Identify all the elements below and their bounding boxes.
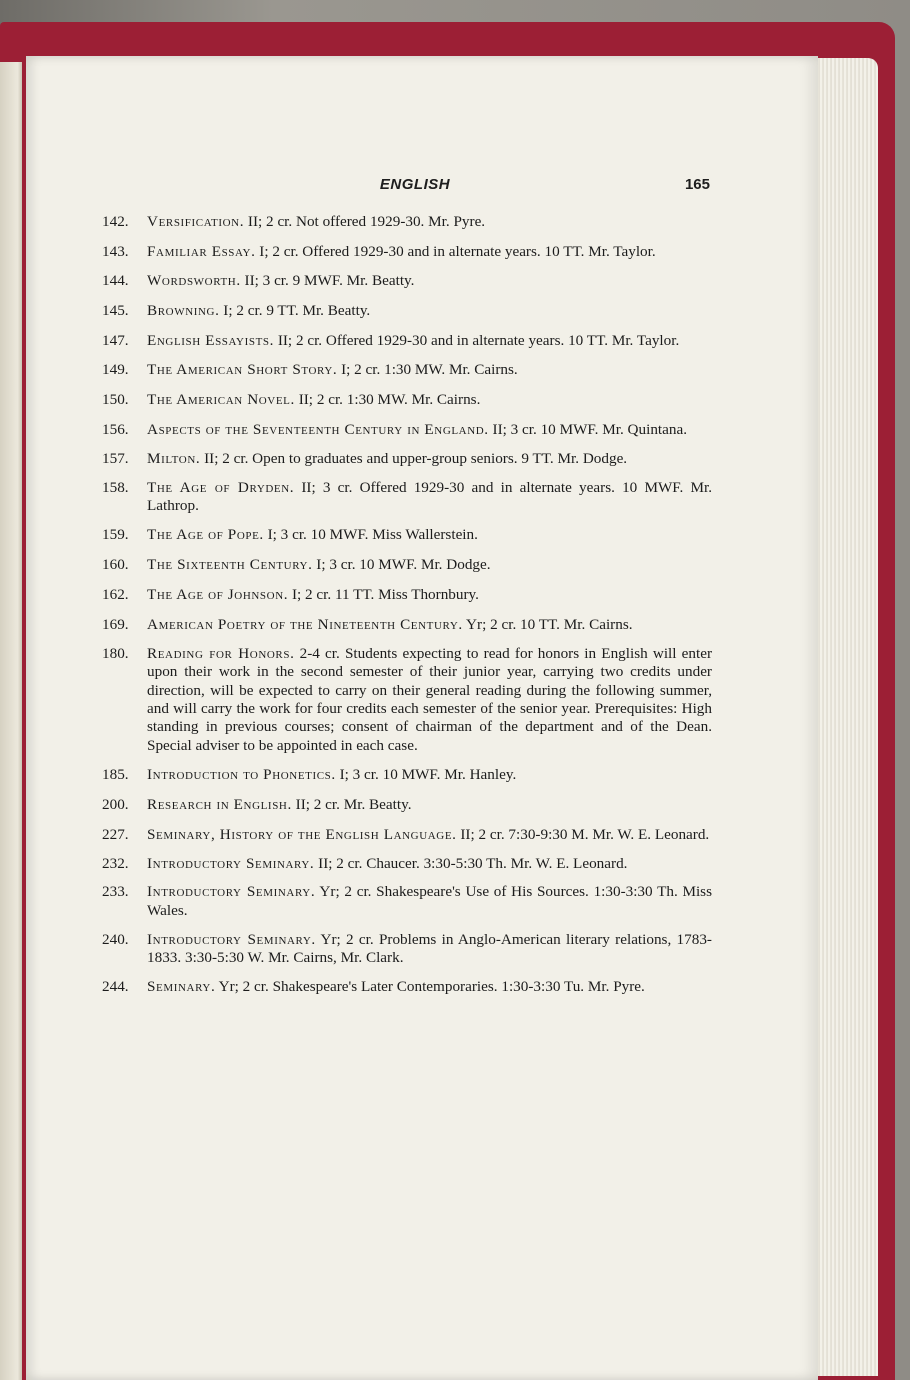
course-number: 200.	[102, 795, 129, 813]
course-details: II; 2 cr. 7:30-9:30 M. Mr. W. E. Leonard.	[460, 825, 710, 843]
course-entry	[102, 796, 712, 814]
course-name: Familiar Essay.	[147, 242, 256, 260]
course-details: II; 2 cr. Not offered 1929-30. Mr. Pyre.	[247, 213, 486, 230]
course-number: 159.	[102, 526, 129, 544]
course-details: II; 3 cr. Offered 1929-30 and in alternate years. 10 MWF. Mr. Lathrop.	[147, 478, 713, 515]
course-number: 145.	[102, 301, 129, 319]
course-entry	[102, 332, 712, 350]
course-name: Browning.	[147, 301, 220, 319]
course-name: Introductory Seminary.	[147, 930, 316, 948]
course-number: 160.	[102, 556, 129, 574]
course-name: The Age of Pope.	[147, 526, 264, 544]
course-name: Introductory Seminary.	[147, 854, 315, 872]
course-entry	[102, 586, 712, 604]
course-number: 244.	[102, 978, 129, 996]
course-details: 2-4 cr. Students expecting to read for honors in English will enter upon their work in the second semester of their junior year, carrying two credits under direction, will be expected to carry on their general reading during the following summer, and will carry the work for four credits each semester of the senior year. Prerequisites: High standing in previous courses; consent of chairman of the department and of the Dean. Special adviser to be appointed in each case.	[147, 645, 713, 754]
course-details: Yr; 2 cr. 10 TT. Mr. Cairns.	[466, 616, 633, 634]
course-list	[102, 213, 712, 996]
course-details: II; 3 cr. 10 MWF. Mr. Quintana.	[492, 420, 688, 438]
course-entry	[102, 450, 712, 468]
course-name: Seminary, History of the English Language.	[147, 825, 457, 843]
course-number: 157.	[102, 449, 129, 467]
course-number: 143.	[102, 242, 129, 260]
course-entry	[102, 302, 712, 320]
course-number: 150.	[102, 390, 129, 408]
course-number: 162.	[102, 586, 129, 604]
page-number: 165	[684, 176, 710, 193]
course-number: 147.	[102, 331, 129, 349]
course-number: 169.	[102, 616, 129, 634]
course-name: The Sixteenth Century.	[147, 556, 313, 574]
course-entry	[102, 931, 712, 968]
course-number: 240.	[102, 930, 129, 948]
course-details: I; 3 cr. 10 MWF. Miss Wallerstein.	[267, 526, 478, 544]
course-number: 158.	[102, 478, 129, 496]
course-name: American Poetry of the Nineteenth Century.	[147, 616, 463, 634]
course-entry	[102, 556, 712, 574]
course-number: 180.	[102, 645, 129, 663]
course-name: English Essayists.	[147, 331, 275, 349]
course-entry	[102, 826, 712, 844]
course-number: 185.	[102, 765, 129, 783]
course-entry	[102, 978, 712, 996]
course-details: I; 3 cr. 10 MWF. Mr. Dodge.	[316, 556, 491, 574]
course-entry	[102, 645, 712, 755]
course-name: Introductory Seminary.	[147, 883, 316, 901]
course-details: I; 3 cr. 10 MWF. Mr. Hanley.	[339, 765, 517, 783]
course-details: II; 2 cr. Mr. Beatty.	[295, 795, 412, 813]
course-entry	[102, 616, 712, 634]
course-details: I; 2 cr. 11 TT. Miss Thornbury.	[291, 586, 479, 604]
course-number: 233.	[102, 883, 129, 901]
course-number: 156.	[102, 420, 129, 438]
course-name: Research in English.	[147, 795, 292, 813]
course-details: Yr; 2 cr. Shakespeare's Later Contemporaries. 1:30-3:30 Tu. Mr. Pyre.	[218, 978, 645, 996]
course-entry	[102, 243, 712, 261]
course-number: 232.	[102, 854, 129, 872]
course-details: II; 3 cr. 9 MWF. Mr. Beatty.	[244, 271, 415, 289]
course-number: 144.	[102, 271, 129, 289]
course-entry	[102, 272, 712, 290]
course-name: Seminary.	[147, 978, 216, 996]
course-number: 142.	[102, 213, 129, 230]
course-name: The Age of Johnson.	[147, 586, 289, 604]
course-entry	[102, 213, 712, 231]
course-details: II; 2 cr. Open to graduates and upper-group seniors. 9 TT. Mr. Dodge.	[204, 449, 628, 467]
course-name: Versification.	[147, 213, 245, 230]
page-title: ENGLISH	[379, 176, 451, 193]
course-name: Wordsworth.	[147, 271, 241, 289]
course-details: Yr; 2 cr. Shakespeare's Use of His Sources. 1:30-3:30 Th. Miss Wales.	[147, 883, 712, 919]
course-name: The American Short Story.	[147, 360, 338, 378]
course-entry	[102, 391, 712, 409]
course-details: II; 2 cr. Offered 1929-30 and in alternate years. 10 TT. Mr. Taylor.	[277, 331, 680, 349]
course-details: I; 2 cr. 9 TT. Mr. Beatty.	[223, 301, 371, 319]
course-details: I; 2 cr. 1:30 MW. Mr. Cairns.	[341, 360, 518, 378]
course-name: Reading for Honors.	[147, 645, 295, 663]
course-entry	[102, 766, 712, 784]
page-block-edges	[812, 58, 878, 1376]
course-name: Introduction to Phonetics.	[147, 765, 336, 783]
course-entry	[102, 883, 712, 920]
running-header	[120, 176, 710, 196]
course-details: II; 2 cr. Chaucer. 3:30-5:30 Th. Mr. W. E. Leonard.	[318, 854, 628, 872]
course-entry	[102, 526, 712, 544]
course-entry	[102, 855, 712, 873]
course-number: 227.	[102, 825, 129, 843]
course-entry	[102, 361, 712, 379]
course-details: II; 2 cr. 1:30 MW. Mr. Cairns.	[298, 390, 481, 408]
course-details: I; 2 cr. Offered 1929-30 and in alternate years. 10 TT. Mr. Taylor.	[259, 242, 656, 260]
facing-page-edge	[0, 62, 22, 1380]
course-name: The American Novel.	[147, 390, 295, 408]
course-name: The Age of Dryden.	[147, 478, 295, 496]
course-number: 149.	[102, 360, 129, 378]
course-details: Yr; 2 cr. Problems in Anglo-American literary relations, 1783-1833. 3:30-5:30 W. Mr. Cairns, Mr. Clark.	[147, 930, 712, 967]
course-entry	[102, 421, 712, 439]
course-name: Milton.	[147, 449, 201, 467]
course-entry	[102, 479, 712, 516]
course-name: Aspects of the Seventeenth Century in England.	[147, 420, 489, 438]
